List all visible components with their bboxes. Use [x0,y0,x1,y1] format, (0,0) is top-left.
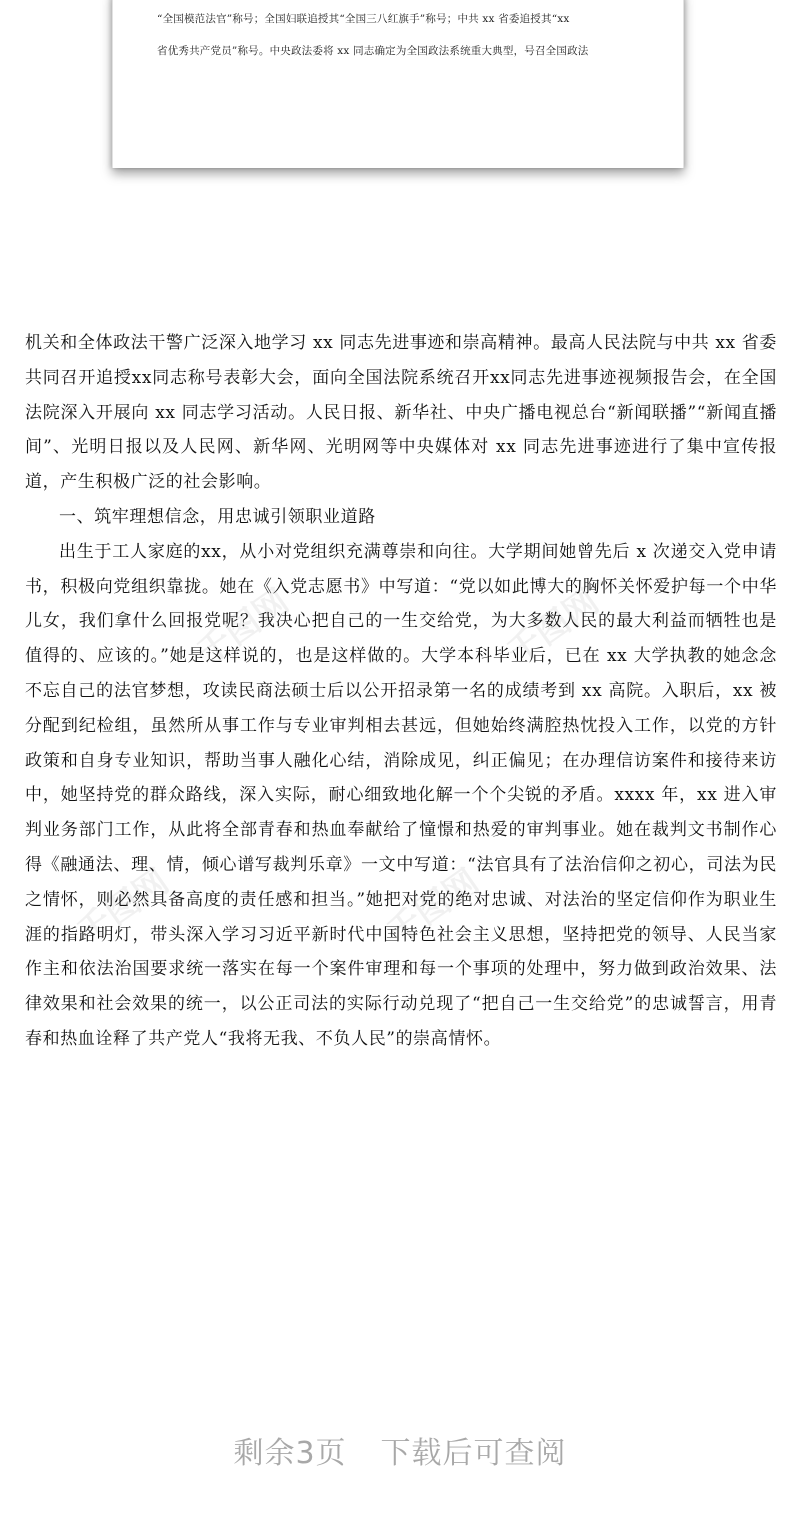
download-prompt[interactable] [0,1428,800,1472]
watermark: 千图网 [499,581,607,674]
paragraph-continuation: 机关和全体政法干警广泛深入地学习 xx 同志先进事迹和崇高精神。最高人民法院与中共 xx 省委共同召开追授xx同志称号表彰大会，面向全国法院系统召开xx同志先进事迹视频报告会，在全国法院深入开展向 xx 同志学习活动。人民日报、新华社、中央广播电视总台“新闻联播”“新闻直播间”、光明日报以及人民网、新华网、光明网等中央媒体对 xx 同志先进事迹进行了集中宣传报道，产生积极广泛的社会影响。 [25,333,777,493]
section-heading: 一、筑牢理想信念，用忠诚引领职业道路 [59,506,376,527]
remaining-pages-label: 剩余3页 [233,1436,347,1471]
watermark: 千图网 [69,861,177,954]
previous-page-line-1: “全国模范法官”称号；全国妇联追授其“全国三八红旗手”称号；中共 xx 省委追授其“xx [157,13,570,25]
previous-page-preview [112,0,684,168]
watermark: 千图网 [189,581,297,674]
paragraph: 出生于工人家庭的xx，从小对党组织充满尊崇和向往。大学期间她曾先后 x 次递交入党申请书，积极向党组织靠拢。她在《入党志愿书》中写道：“党以如此博大的胸怀关怀爱护每一个中华儿女，我们拿什么回报党呢？我决心把自己的一生交给党，为大多数人民的最大利益而牺牲也是值得的、应该的。”她是这样说的，也是这样做的。大学本科毕业后，已在 xx 大学执教的她念念不忘自己的法官梦想，攻读民商法硕士后以公开招录第一名的成绩考到 xx 高院。入职后，xx 被分配到纪检组，虽然所从事工作与专业审判相去甚远，但她始终满腔热忱投入工作，以党的方针政策和自身专业知识，帮助当事人融化心结，消除成见，纠正偏见；在办理信访案件和接待来访中，她坚持党的群众路线，深入实际，耐心细致地化解一个个尖锐的矛盾。xxxx 年，xx 进入审判业务部门工作，从此将全部青春和热血奉献给了憧憬和热爱的审判事业。她在裁判文书制作心得《融通法、理、情，倾心谱写裁判乐章》一文中写道：“法官具有了法治信仰之初心，司法为民之情怀，则必然具备高度的责任感和担当。”她把对党的绝对忠诚、对法治的坚定信仰作为职业生涯的指路明灯，带头深入学习习近平新时代中国特色社会主义思想，坚持把党的领导、人民当家作主和依法治国要求统一落实在每一个案件审理和每一个事项的处理中，努力做到政治效果、法律效果和社会效果的统一，以公正司法的实际行动兑现了“把自己一生交给党”的忠诚誓言，用青春和热血诠释了共产党人“我将无我、不负人民”的崇高情怀。 [25,541,777,1049]
watermark: 千图网 [379,861,487,954]
document-body [25,326,777,1057]
download-to-view-label: 下载后可查阅 [380,1436,567,1471]
previous-page-line-2: 省优秀共产党员”称号。中央政法委将 xx 同志确定为全国政法系统重大典型，号召全国政法 [157,45,589,57]
